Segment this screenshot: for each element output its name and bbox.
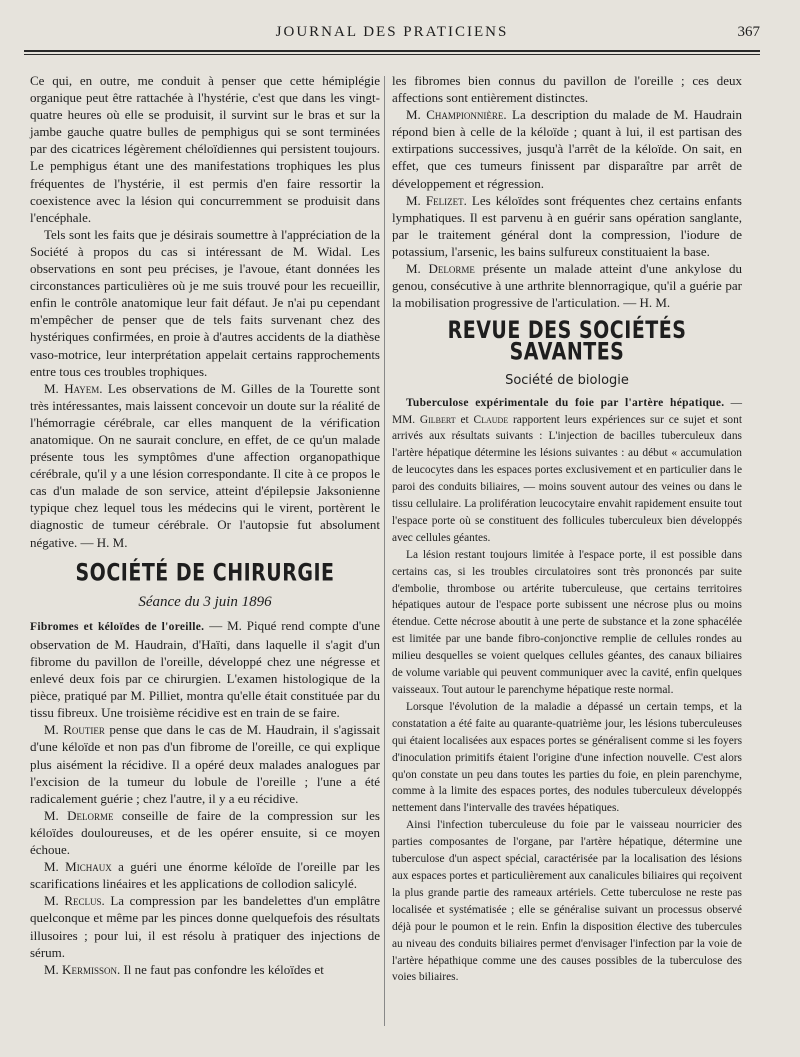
paragraph: Tels sont les faits que je désirais soumettre à l'appréciation de la Société à propos du cas si intéressant de M. Widal. Les observations en sont peu précises, je l'avoue, étant données les circonstances particulières où je me suis trouvé pour les recueillir, enfin le contrôle anatomique leur fait défaut. Je n'ai pu cependant m'empêcher de penser que de tels faits survenant chez des hystériques confirmées, en proie à d'autres accidents de la diathèse vaso-motrice, leur interprétation appelait certains rapprochements entre tous ces troubles trophiques. [30,226,380,379]
paragraph-text: La description du malade de M. Haudrain répond bien à celle de la kéloïde ; quant à lui, il est partisan des extirpations successives, jusqu'à l'arrêt de la kéloïde. On sait, en effet, que ces tumeurs finissent par disparaître par arrêt de développement et régression. [392,107,742,191]
paragraph: les fibromes bien connus du pavillon de l'oreille ; ces deux affections sont entièrement distinctes. [392,73,742,106]
paragraph: La lésion restant toujours limitée à l'espace porte, il est possible dans certains cas, si les troubles circulatoires sont très prononcés par suite d'embolie, thrombose ou artérite tuberculeuse, que certains territoires hépatiques autour de l'espace porte subissent une nécrose plus ou moins étendue. Cette nécrose aboutit à une perte de substance et la zone sphacélée est limitée par une bande fibro-conjonctive remplie de cellules rondes au milieu desquelles se voient quelques cellules géantes, des canaux biliaires de volume variable qui peuvent communiquer avec la cavité, enfin quelques vaisseaux. Tout autour le parenchyme hépatique reste normal. [392,548,742,696]
paragraph [30,858,380,892]
paragraph-text: La compression par les bandelettes d'un emplâtre quelconque et même par les pinces donne quelquefois des résultats illusoires ; pour lui, il est résolu à pratiquer des injections de sérum. [30,893,380,960]
paragraph: Lorsque l'évolution de la maladie a dépassé un certain temps, et la constatation a été faite au quarante-quatrième jour, les lésions tuberculeuses qui étaient localisées aux espaces portes se généralisent comme si les foyers d'inoculation primitifs étaient l'origine d'une infection nouvelle. C'est alors qu'on constate un peu dans toutes les parties du foie, en plein parenchyme, comme à la limite des espaces portes, des nodules tuberculeux développés nettement dans l'intervalle des travées hépatiques. [392,700,742,815]
article-body [392,395,742,987]
paragraph-text: Les observations de M. Gilles de la Tourette sont très intéressantes, mais laissent concevoir un doute sur la réalité de l'hémorragie cérébrale, car elles manquent de la vérification anatomique. On ne saurait conclure, en effet, de ce qu'un malade présente tous les symptômes d'une affection organopathique cérébrale, qu'il y a une lésion correspondante. Il cite à ce propos le cas d'un malade de son service, atteint d'épilepsie Jaksonienne typique chez lequel tous les médecins qui le virent, portèrent le diagnostic de tumeur cérébrale. Or l'autopsie fut absolument négative. — H. M. [30,380,381,550]
speaker-name: M. Routier [44,722,105,738]
column-divider [384,76,385,1026]
speaker-name: M. Delorme [44,807,114,823]
speaker-name: M. Championnière. [406,107,507,123]
speaker-name: M. Kermisson. [44,961,121,977]
section-title: REVUE DES SOCIÉTÉS SAVANTES [447,317,687,367]
paragraph-text: — MM. [392,396,742,426]
paragraph-text: présente un malade atteint d'une ankylose du genou, consécutive à une arthrite blennorragique, qu'il a guérie par la mobilisation progressive de l'articulation. — H. M. [392,261,742,311]
paragraph-text: a guéri une énorme kéloïde de l'oreille par les scarifications linéaires et les applications de collodion salicylé. [30,859,380,892]
article-lead: Fibromes et kéloïdes de l'oreille. [30,620,205,633]
speaker-name: M. Reclus. [44,893,105,909]
speaker-name: M. Felizet. [406,192,467,208]
paragraph [30,380,380,551]
author-name: Claude [473,413,509,426]
paragraph-text: et [455,413,474,426]
paragraph [30,617,380,722]
paragraph [30,721,380,806]
paragraph-text: Il ne faut pas confondre les kéloïdes et [120,961,324,977]
paragraph-text: — M. Piqué rend compte d'une observation de M. Haudrain, d'Haïti, dans laquelle il s'agit d'un fibrome du pavillon de l'oreille, développé chez une négresse et enlevé deux fois par ce chirurgien. L'examen histologique de la pièce, pratiqué par M. Pilliet, montra qu'elle était constituée par du tissu fibreux. Une troisième récidive est en train de se faire. [30,617,380,721]
paragraph [30,961,380,978]
paragraph: Ainsi l'infection tuberculeuse du foie par le vaisseau nourricier des parties composantes de l'organe, par l'artère hépatique, détermine une tuberculose d'un aspect spécial, caractérisée par la localisation des lésions aux espaces portes et particulièrement aux canalicules biliaires qui reçoivent la plus grande partie des rameaux artériels. Cette tuberculose ne reste pas localisée et systématisée ; elle se généralise suivant un processus observé déjà pour le poumon et le rein. Enfin la disposition élective des tubercules au niveau des conduits biliaires permet d'envisager l'infection par la voie de l'artère hépathique comme une des causes possibles de la tuberculose des voies biliaires. [392,819,742,984]
paragraph [392,260,742,311]
section-title: SOCIÉTÉ DE CHIRURGIE [75,558,335,587]
paragraph [30,892,380,960]
paragraph [392,395,742,547]
page-header [24,22,760,46]
paragraph-text: pense que dans le cas de M. Haudrain, il s'agissait d'une kéloïde et non pas d'un fibrome de l'oreille, ce qui explique plus aisément la récidive. Il a opéré deux malades analogues par l'excision de la tumeur du lobule de l'oreille ; l'une a été radicalement guérie ; chez l'autre, il y a eu récidive. [30,722,380,806]
paragraph-text: rapportent leurs expériences sur ce sujet et sont arrivés aux résultats suivants : L'injection de bacilles tuberculeux dans l'artère hépatique détermine les lésions suivantes : au début « accumulation de leucocytes dans les espaces portes exclusivement et en particulier dans le paroi des conduits biliaires, — moins souvent autour des veines ou dans le tissu cellulaire. La prolifération leucocytaire envahit rapidement ensuite tout l'espace porte où se constituent des follicules tuberculeux bien développés avec cellules géantes. [392,413,742,544]
paragraph: Ce qui, en outre, me conduit à penser que cette hémiplégie organique peut être rattachée à l'hystérie, c'est que dans les vingt-quatre heures où elle se produisit, il survint sur le bras et sur la jambe gauche quatre bulles de pemphigus qui se sont terminées par des cicatrices légèrement chéloïdiennes qui persistent toujours. Le pemphigus étant une des manifestations trophiques les plus fréquentes de l'hystérie, il est permis d'en faire ressortir la coexistence avec la lésion qui concurremment se produisit dans l'encéphale. [30,73,380,225]
left-column [30,72,380,978]
running-head: JOURNAL DES PRATICIENS [275,24,509,40]
article-lead: Tuberculose expérimentale du foie par l'artère hépatique. [406,396,725,409]
speaker-name: M. Michaux [44,859,112,875]
paragraph [392,106,742,191]
right-column [392,72,742,986]
author-name: Gilbert [419,413,456,426]
session-date: Séance du 3 juin 1896 [138,593,272,610]
section-subtitle: Société de biologie [505,372,629,388]
paragraph [30,807,380,858]
paragraph-text: conseille de faire de la compression sur les kéloïdes douloureuses, et de les opérer ensuite, si ce moyen échoue. [30,807,380,858]
speaker-name: M. Hayem. [44,380,103,396]
speaker-name: M. Delorme [406,261,475,277]
paragraph-text: Les kéloïdes sont fréquentes chez certains enfants lymphatiques. Il est parvenu à en guérir sans opération sanglante, par le traitement général dont la compression, l'iodure de potassium, l'arsenic, les bains sulfureux constituaient la base. [392,192,742,259]
paragraph [392,192,742,260]
page-number: 367 [737,24,760,40]
header-rule [24,50,760,52]
